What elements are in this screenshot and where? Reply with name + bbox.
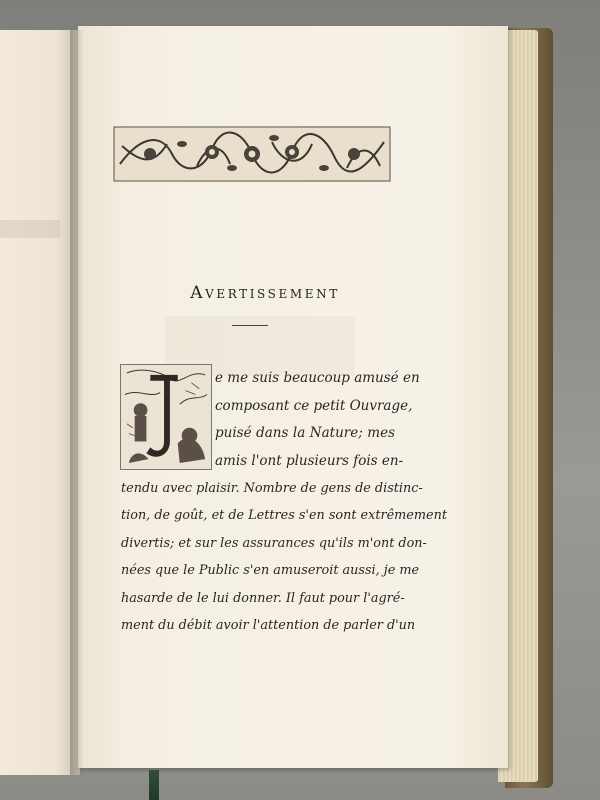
text-line: amis l'ont plusieurs fois en- <box>215 453 404 469</box>
left-page <box>0 30 80 775</box>
text-line: ment du débit avoir l'attention de parler d'un <box>121 618 416 633</box>
text-line: puisé dans la Nature; mes <box>215 425 395 441</box>
page-heading: Avertissement <box>190 283 340 303</box>
text-line: tion, de goût, et de Lettres s'en sont extrêmement <box>121 508 447 523</box>
text-line: hasarde de le lui donner. Il faut pour l'agré- <box>121 591 405 606</box>
text-line: e me suis beaucoup amusé en <box>215 370 420 386</box>
page-gutter <box>70 30 84 775</box>
text-line: nées que le Public s'en amuseroit aussi, je me <box>121 563 420 578</box>
bookmark-ribbon <box>149 770 159 800</box>
floral-headpiece-icon <box>112 124 392 184</box>
text-line: tendu avec plaisir. Nombre de gens de distinc- <box>121 481 423 496</box>
heading-rule <box>232 325 268 326</box>
illustrated-initial-icon <box>120 364 212 470</box>
text-line: divertis; et sur les assurances qu'ils m'ont don- <box>121 536 427 551</box>
text-line: composant ce petit Ouvrage, <box>215 398 413 414</box>
left-page-faint-text <box>0 220 60 238</box>
